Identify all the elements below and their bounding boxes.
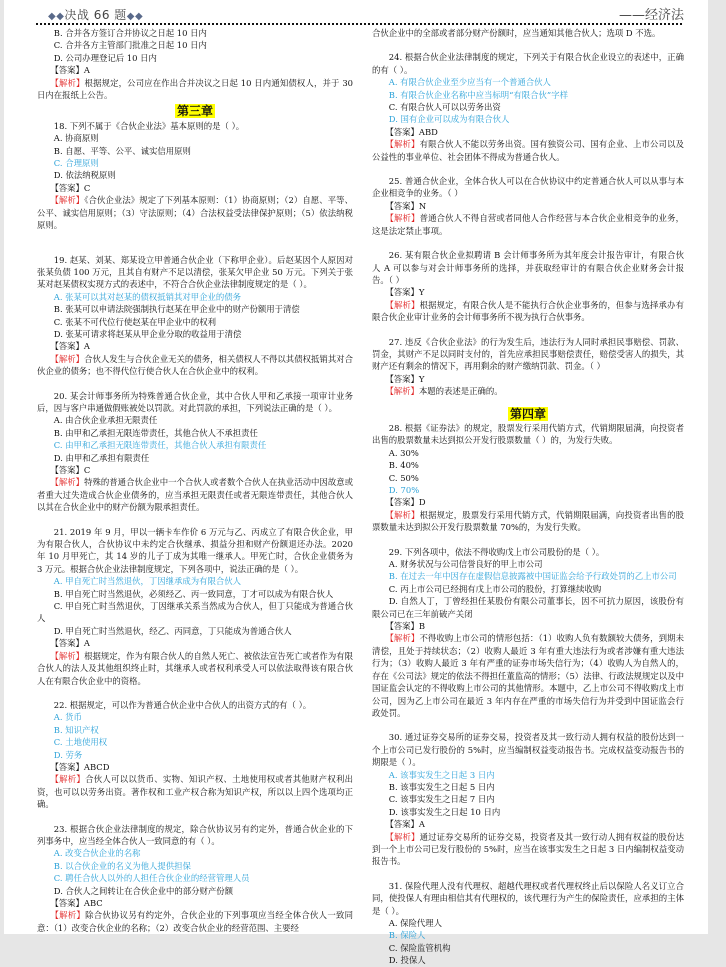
answer: 【答案】C xyxy=(50,465,91,475)
option: D. 甲自死亡时当然退伙，经乙、丙同意，丁只能成为普通合伙人 xyxy=(53,625,292,636)
question-24 xyxy=(372,51,684,163)
left-column xyxy=(37,27,353,934)
diamond-icon: ◆◆ xyxy=(126,11,144,22)
option-correct: A. 该事实发生之日起 3 日内 xyxy=(388,769,495,780)
question-22 xyxy=(37,699,353,811)
explanation-text: 根据规定，作为有限合伙人的自然人死亡、被依法宣告死亡或者作为有限合伙人的法人及其他组织终止时，其继承人或者权利承受人可以依法取得该有限合伙人在有限合伙企业中的资格。 xyxy=(37,650,354,686)
explanation-text: 根据规定，股票发行采用代销方式，代销期限届满，向投资者出售的股票数量未达到拟公开发行股票数量 70%的，为发行失败。 xyxy=(372,509,684,533)
option-correct: B. 保险人 xyxy=(388,930,426,941)
question-17-tail xyxy=(37,27,353,101)
option-correct: B. 在过去一年中因存在虚假信息披露被中国证监会给予行政处罚的乙上市公司 xyxy=(388,571,677,582)
header-book-title: 决战 66 题 xyxy=(64,8,127,22)
explanation-text: 合伙人发生与合伙企业无关的债务，相关债权人不得以其债权抵销其对合伙企业的债务；也不得代位行使合伙人在合伙企业中的权利。 xyxy=(37,353,354,377)
explanation-text: 除合伙协议另有约定外，合伙企业的下列事项应当经全体合伙人一致同意：（1）改变合伙企业的名称；（2）改变合伙企业的经营范围、主要经 xyxy=(37,910,354,933)
option: B. 合并各方签订合并协议之日起 10 日内 xyxy=(53,28,207,38)
question-19 xyxy=(37,254,353,378)
question-29 xyxy=(372,546,684,720)
answer: 【答案】Y xyxy=(385,373,425,384)
question-stem: 21. 2019 年 9 月，甲以一辆卡车作价 6 万元与乙、丙成立了有限合伙企业，甲为有限合伙人，合伙协议中未约定合伙继承、损益分担和财产份额退还办法。2020 年 10 月甲死亡，其 14 岁的儿子丁成为其唯一继承人。甲死亡时，合伙企业债务为 3 万元。根据合伙企业法律制度规定，下列各项中，说法正确的是（ ）。 xyxy=(37,526,353,574)
explanation-tag: 【解析】 xyxy=(50,774,86,785)
option: C. 该事实发生之日起 7 日内 xyxy=(388,794,495,805)
chapter-title: 第三章 xyxy=(176,104,213,119)
explanation xyxy=(37,650,353,687)
answer: 【答案】A xyxy=(50,341,90,352)
question-stem: 22. 根据规定，可以作为普通合伙企业中合伙人的出资方式的有（ ）。 xyxy=(53,699,312,710)
question-23-explanation-tail: 合伙企业中的全部或者部分财产份额时，应当通知其他合伙人；选项 D 不选。 xyxy=(372,28,661,38)
option: C. 甲自死亡时当然退伙，丁因继承关系当然成为合伙人，但丁只能成为普通合伙人 xyxy=(37,601,353,624)
option-correct: D. 国有企业可以成为有限合伙人 xyxy=(388,114,510,125)
answer: 【答案】A xyxy=(385,819,425,830)
document-page xyxy=(4,0,708,966)
answer: 【答案】B xyxy=(385,621,426,632)
explanation-tag: 【解析】 xyxy=(50,77,85,88)
option: A. 协商原则 xyxy=(53,133,99,144)
explanation xyxy=(372,385,684,397)
explanation xyxy=(372,509,684,534)
option: B. 张某可以申请法院强制执行赵某在甲企业中的财产份额用于清偿 xyxy=(53,304,300,315)
explanation-text: 《合伙企业法》规定了下列基本原则：（1）协商原则；（2）自愿、平等、公平、诚实信用原则；（3）守法原则；（4）合法权益受法律保护原则；（5）依法纳税原则。 xyxy=(37,195,353,231)
explanation xyxy=(37,773,353,810)
option: D. 合伙人之间转让在合伙企业中的部分财产份额 xyxy=(53,885,234,896)
answer: 【答案】ABD xyxy=(385,126,438,137)
question-28 xyxy=(372,422,684,534)
question-stem: 30. 通过证券交易所的证券交易，投资者及其一致行动人拥有权益的股份达到一个上市公司已发行股份的 5%时，应当编制权益变动报告书。完成权益变动报告书的期限是（ ）。 xyxy=(372,732,684,768)
explanation-tag: 【解析】 xyxy=(385,831,420,842)
right-column xyxy=(372,27,684,967)
question-26 xyxy=(372,249,684,323)
answer: 【答案】N xyxy=(385,200,427,211)
explanation-tag: 【解析】 xyxy=(385,509,420,520)
option: B. 甲自死亡时当然退伙，必须经乙、丙一致同意，丁才可以成为有限合伙人 xyxy=(53,588,334,599)
option: C. 有限合伙人可以以劳务出资 xyxy=(388,102,501,113)
option-correct: B. 有限合伙企业名称中应当标明“有限合伙”字样 xyxy=(388,89,568,100)
option: C. 丙上市公司已经拥有戊上市公司的股份，打算继续收购 xyxy=(388,583,602,594)
option: D. 自然人丁，丁曾经担任某股份有限公司董事长，因不可抗力原因，该股份有限公司已在三年前破产关闭 xyxy=(372,596,684,619)
answer: 【答案】C xyxy=(50,182,91,193)
option: A. 保险代理人 xyxy=(388,918,443,928)
option-correct: D. 70% xyxy=(388,485,420,495)
explanation-tag: 【解析】 xyxy=(50,353,85,364)
option-correct: C. 合理原则 xyxy=(53,158,99,169)
question-stem: 23. 根据合伙企业法律制度的规定，除合伙协议另有约定外，普通合伙企业的下列事务中，应当经全体合伙人一致同意的有（ ）。 xyxy=(37,823,353,846)
answer: 【答案】A xyxy=(50,65,90,76)
explanation-text: 本题的表述是正确的。 xyxy=(418,386,503,397)
explanation-text: 有限合伙人不能以劳务出资。国有独资公司、国有企业、上市公司以及公益性的事业单位、社会团体不得成为普通合伙人。 xyxy=(372,139,684,162)
option: A. 财务状况与公司信誉良好的甲上市公司 xyxy=(388,559,543,570)
question-stem: 26. 某有限合伙企业拟聘请 B 会计师事务所为其年度会计报告审计，有限合伙人 A 可以参与对会计师事务所的选择，并获取经审计的有限合伙企业财务会计报告。（ ） xyxy=(372,250,684,285)
explanation xyxy=(372,138,684,163)
answer: 【答案】ABC xyxy=(50,898,103,908)
question-31 xyxy=(372,880,684,967)
option-correct: B. 以合伙企业的名义为他人提供担保 xyxy=(53,860,191,871)
option: A. 由合伙企业承担无限责任 xyxy=(53,415,158,426)
option: C. 保险监管机构 xyxy=(388,942,451,953)
question-23 xyxy=(37,823,353,935)
option: C. 合并各方主管部门批准之日起 10 日内 xyxy=(53,40,207,51)
question-stem: 18. 下列不属于《合伙企业法》基本原则的是（ ）。 xyxy=(53,120,245,131)
option-correct: A. 有限合伙企业至少应当有一个普通合伙人 xyxy=(388,77,551,88)
question-20 xyxy=(37,390,353,514)
option: C. 张某不可代位行使赵某在甲企业中的权利 xyxy=(53,316,216,327)
option-correct: A. 改变合伙企业的名称 xyxy=(53,848,141,859)
explanation xyxy=(37,194,353,231)
option: A. 30% xyxy=(388,447,419,458)
explanation-tag: 【解析】 xyxy=(385,213,420,224)
option-correct: A. 甲自死亡时当然退伙，丁因继承成为有限合伙人 xyxy=(53,576,242,587)
explanation-text: 不得收购上市公司的情形包括：（1）收购人负有数额较大债务，到期未清偿，且处于持续状态；（2）收购人最近 3 年有重大违法行为或者涉嫌有重大违法行为；（3）收购人最近 3 年有严重的证券市场失信行为；（4）收购人为自然人的，存在《公司法》规定的依法不得担任董监高的情形；（5）法律、行政法规规定以及中国证监会认定的不得收购上市公司的其他情形。本题中，乙上市公司不得收购戊上市公司，因为乙上市公司在最近 3 年内存在严重的市场失信行为并受到中国证监会行政处罚。 xyxy=(372,633,684,718)
explanation xyxy=(37,476,353,513)
header-left-title xyxy=(48,6,143,23)
option: D. 该事实发生之日起 10 日内 xyxy=(388,806,501,817)
answer: 【答案】A xyxy=(50,638,90,649)
diamond-icon: ◆◆ xyxy=(48,11,65,22)
option-correct: A. 张某可以其对赵某的债权抵销其对甲企业的债务 xyxy=(53,291,242,302)
option: D. 由甲和乙承担有限责任 xyxy=(53,452,150,463)
explanation xyxy=(372,831,684,868)
explanation xyxy=(37,353,353,378)
explanation-text: 通过证券交易所的证券交易，投资者及其一致行动人拥有权益的股份达到一个上市公司已发行股份的 5%时，应当在该事实发生之日起 3 日内编制权益变动报告书。 xyxy=(372,831,684,867)
explanation-text: 特殊的普通合伙企业中一个合伙人或者数个合伙人在执业活动中因故意或者重大过失造成合伙企业债务的，应当承担无限责任或者无限连带责任，其他合伙人以其在合伙企业中的财产份额为限承担责任。 xyxy=(37,477,354,513)
option: B. 自愿、平等、公平、诚实信用原则 xyxy=(53,145,191,156)
explanation-tag: 【解析】 xyxy=(385,386,419,397)
option: D. 依法纳税原则 xyxy=(53,170,116,181)
explanation xyxy=(37,77,353,102)
option: D. 投保人 xyxy=(388,955,426,966)
option-correct: C. 由甲和乙承担无限连带责任，其他合伙人承担有限责任 xyxy=(53,440,267,451)
explanation xyxy=(372,299,684,324)
chapter-heading xyxy=(37,105,353,118)
question-30 xyxy=(372,731,684,867)
question-25 xyxy=(372,175,684,237)
question-stem: 25. 普通合伙企业，全体合伙人可以在合伙协议中约定普通合伙人可以从事与本企业相竞争的业务。（ ） xyxy=(372,176,684,199)
explanation-tag: 【解析】 xyxy=(50,650,85,661)
option: C. 50% xyxy=(388,472,419,483)
question-21 xyxy=(37,526,353,687)
explanation xyxy=(372,212,684,237)
question-stem: 29. 下列各项中，依法不得收购戊上市公司股份的是（ ）。 xyxy=(388,546,605,557)
question-stem: 27. 违反《合伙企业法》的行为发生后，违法行为人同时承担民事赔偿、罚款、罚金，其财产不足以同时支付的，首先应承担民事赔偿责任，赔偿受害人的损失，其财产还有剩余的情况下，再用剩余的财产缴纳罚款、罚金。（ ） xyxy=(372,336,684,372)
option-correct: D. 劳务 xyxy=(53,749,83,760)
option-correct: A. 货币 xyxy=(53,712,82,723)
option: D. 张某可请求将赵某从甲企业分取的收益用于清偿 xyxy=(53,328,242,339)
explanation-tag: 【解析】 xyxy=(385,633,420,644)
answer: 【答案】Y xyxy=(385,287,425,298)
question-stem: 24. 根据合伙企业法律制度的规定，下列关于有限合伙企业设立的表述中，正确的有（ ）。 xyxy=(372,52,684,75)
explanation-text: 合伙人可以以货币、实物、知识产权、土地使用权或者其他财产权利出资，也可以以劳务出资。著作权和工业产权合称为知识产权，所以以上四个选项均正确。 xyxy=(37,774,354,810)
answer: 【答案】D xyxy=(385,497,426,508)
option: B. 该事实发生之日起 5 日内 xyxy=(388,781,495,792)
option: B. 40% xyxy=(388,460,419,471)
header-subject: ——经济法 xyxy=(618,8,684,23)
question-stem: 31. 保险代理人没有代理权、超越代理权或者代理权终止后以保险人名义订立合同，使投保人有理由相信其有代理权的，该代理行为产生的保险责任，应承担的主体是（ ）。 xyxy=(372,880,684,916)
explanation xyxy=(372,632,684,719)
page-header xyxy=(4,0,708,24)
explanation-tag: 【解析】 xyxy=(385,139,420,150)
explanation-tag: 【解析】 xyxy=(385,299,420,310)
explanation-tag: 【解析】 xyxy=(50,477,85,488)
option-correct: C. 土地使用权 xyxy=(53,737,108,748)
question-stem: 28. 根据《证券法》的规定，股票发行采用代销方式，代销期限届满，向投资者出售的股票数量未达到拟公开发行股票数量（ ）的，为发行失败。 xyxy=(372,422,684,446)
option: B. 由甲和乙承担无限连带责任，其他合伙人不承担责任 xyxy=(53,427,258,438)
explanation xyxy=(37,909,353,934)
question-stem: 19. 赵某、刘某、郑某设立甲普通合伙企业（下称甲企业）。后赵某因个人原因对张某负债 100 万元，且其自有财产不足以清偿，张某欠甲企业 50 万元。下列关于张某对赵某债权实现方式的表述中，不符合合伙企业法律制度规定的是（ ）。 xyxy=(37,254,353,290)
explanation-text: 普通合伙人不得自营或者同他人合作经营与本合伙企业相竞争的业务，这是法定禁止事项。 xyxy=(372,213,684,236)
explanation-text: 根据规定，公司应在作出合并决议之日起 10 日内通知债权人，并于 30 日内在报纸上公告。 xyxy=(37,77,353,101)
chapter-title: 第四章 xyxy=(509,406,546,421)
option-correct: B. 知识产权 xyxy=(53,724,99,735)
explanation-tag: 【解析】 xyxy=(50,910,86,921)
chapter-heading xyxy=(372,408,684,421)
option: D. 公司办理登记后 10 日内 xyxy=(53,52,157,63)
header-dotted-divider xyxy=(36,23,682,25)
option-correct: C. 聘任合伙人以外的人担任合伙企业的经营管理人员 xyxy=(53,873,250,884)
question-18 xyxy=(37,120,353,232)
explanation-text: 根据规定，有限合伙人是不能执行合伙企业事务的，但参与选择承办有限合伙企业审计业务的会计师事务所不视为执行合伙事务。 xyxy=(372,299,684,323)
question-27 xyxy=(372,336,684,398)
question-stem: 20. 某会计师事务所为特殊普通合伙企业，其中合伙人甲和乙承接一项审计业务后，因与客户串通做假账被处以罚款。对此罚款的承担，下列说法正确的是（ ）。 xyxy=(37,390,353,413)
explanation-tag: 【解析】 xyxy=(50,195,85,206)
answer: 【答案】ABCD xyxy=(50,761,110,772)
